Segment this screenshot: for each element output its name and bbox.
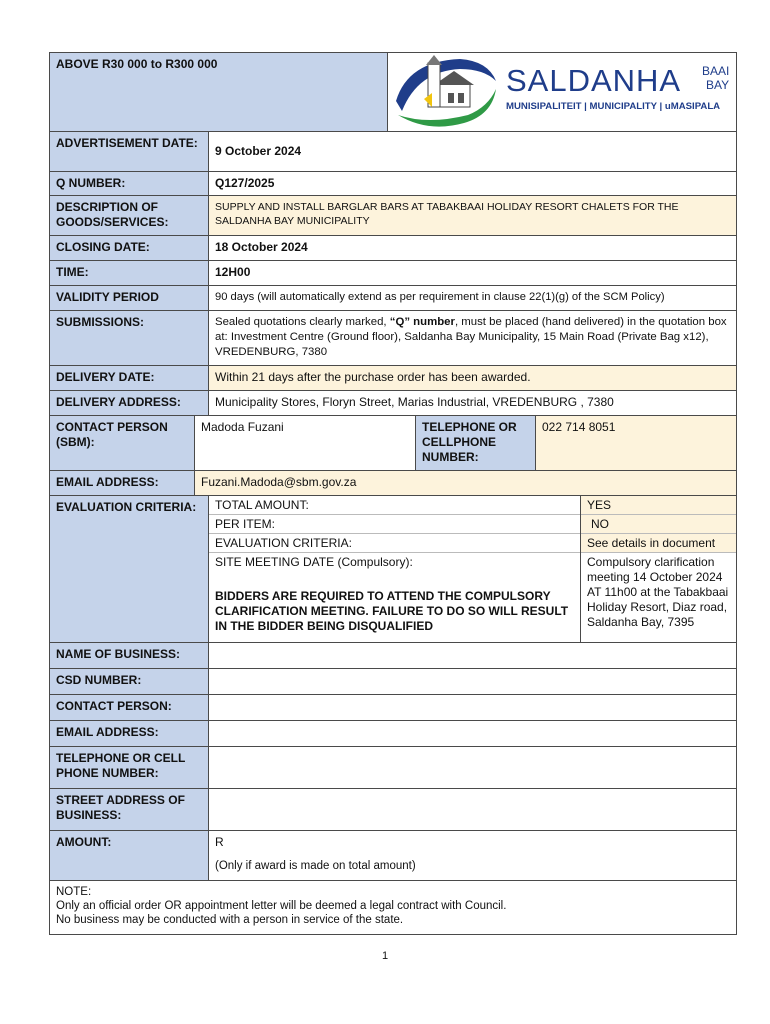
delivery-date-value: Within 21 days after the purchase order has been awarded. bbox=[209, 366, 736, 390]
delivery-date-label: DELIVERY DATE: bbox=[50, 366, 209, 390]
validity-label: VALIDITY PERIOD bbox=[50, 286, 209, 310]
eval-item-criteria: EVALUATION CRITERIA: bbox=[209, 534, 580, 553]
row-submissions bbox=[49, 311, 737, 366]
row-validity bbox=[49, 286, 737, 311]
evaluation-left bbox=[209, 496, 581, 642]
name-of-business-label: NAME OF BUSINESS: bbox=[50, 643, 209, 668]
row-advertisement-date bbox=[49, 132, 737, 172]
row-telephone-business bbox=[49, 747, 737, 789]
amount-note: (Only if award is made on total amount) bbox=[215, 860, 416, 872]
row-contact-person-business bbox=[49, 695, 737, 721]
logo-name: SALDANHA bbox=[506, 63, 682, 98]
submissions-text-pre: Sealed quotations clearly marked, bbox=[215, 316, 390, 328]
municipality-logo bbox=[388, 53, 736, 131]
saldanha-logo-icon bbox=[388, 53, 736, 133]
quotation-form bbox=[49, 52, 737, 935]
row-name-of-business bbox=[49, 643, 737, 669]
row-q-number bbox=[49, 172, 737, 196]
eval-item-site-meeting: SITE MEETING DATE (Compulsory): bbox=[215, 555, 413, 569]
submissions-label: SUBMISSIONS: bbox=[50, 311, 209, 365]
submissions-value bbox=[209, 311, 736, 365]
q-number-value: Q127/2025 bbox=[215, 176, 275, 190]
time-label: TIME: bbox=[50, 261, 209, 285]
email-value: Fuzani.Madoda@sbm.gov.za bbox=[195, 471, 736, 495]
business-email-label: EMAIL ADDRESS: bbox=[50, 721, 209, 746]
submissions-text-bold: “Q” number bbox=[389, 316, 455, 328]
row-street-address bbox=[49, 789, 737, 831]
business-contact-person-field[interactable] bbox=[209, 695, 736, 720]
business-email-field[interactable] bbox=[209, 721, 736, 746]
description-value: SUPPLY AND INSTALL BARGLAR BARS AT TABAKBAAI HOLIDAY RESORT CHALETS FOR THE SALDANHA BAY MUNICIPALITY bbox=[209, 196, 736, 235]
csd-number-label: CSD NUMBER: bbox=[50, 669, 209, 694]
note-title: NOTE: bbox=[56, 886, 92, 898]
eval-warning: BIDDERS ARE REQUIRED TO ATTEND THE COMPULSORY CLARIFICATION MEETING. FAILURE TO DO SO WILL RESULT IN THE BIDDER BEING DISQUALIFIED bbox=[215, 589, 569, 633]
row-delivery-date bbox=[49, 366, 737, 391]
note-line-2: No business may be conducted with a person in service of the state. bbox=[56, 914, 404, 926]
amount-currency: R bbox=[215, 835, 224, 849]
telephone-value: 022 714 8051 bbox=[536, 416, 736, 470]
row-time bbox=[49, 261, 737, 286]
street-address-label: STREET ADDRESS OF BUSINESS: bbox=[50, 789, 209, 830]
row-evaluation bbox=[49, 496, 737, 643]
note-line-1: Only an official order OR appointment letter will be deemed a legal contract with Council. bbox=[56, 900, 507, 912]
note-box bbox=[49, 881, 737, 935]
row-email-address-business bbox=[49, 721, 737, 747]
eval-item-total: TOTAL AMOUNT: bbox=[209, 496, 580, 515]
contact-person-label: CONTACT PERSON (SBM): bbox=[50, 416, 195, 470]
business-telephone-field[interactable] bbox=[209, 747, 736, 788]
row-email bbox=[49, 471, 737, 496]
time-value: 12H00 bbox=[215, 265, 251, 279]
telephone-label: TELEPHONE OR CELLPHONE NUMBER: bbox=[416, 416, 536, 470]
eval-item-per-item: PER ITEM: bbox=[209, 515, 580, 534]
logo-tagline: MUNISIPALITEIT | MUNICIPALITY | uMASIPALA bbox=[506, 101, 721, 112]
delivery-address-value: Municipality Stores, Floryn Street, Marias Industrial, VREDENBURG , 7380 bbox=[215, 395, 614, 409]
row-description bbox=[49, 196, 737, 236]
advertisement-date-value: 9 October 2024 bbox=[215, 144, 302, 158]
business-telephone-label: TELEPHONE OR CELL PHONE NUMBER: bbox=[50, 747, 209, 788]
description-label: DESCRIPTION OF GOODS/SERVICES: bbox=[50, 196, 209, 235]
street-address-field[interactable] bbox=[209, 789, 736, 830]
name-of-business-field[interactable] bbox=[209, 643, 736, 668]
eval-value-criteria: See details in document bbox=[581, 534, 736, 553]
delivery-address-label: DELIVERY ADDRESS: bbox=[50, 391, 209, 415]
validity-value: 90 days (will automatically extend as per requirement in clause 22(1)(g) of the SCM Policy) bbox=[215, 291, 665, 303]
evaluation-content bbox=[209, 496, 736, 642]
email-label: EMAIL ADDRESS: bbox=[50, 471, 195, 495]
amount-field[interactable] bbox=[209, 831, 736, 880]
q-number-label: Q NUMBER: bbox=[50, 172, 209, 195]
row-csd-number bbox=[49, 669, 737, 695]
row-delivery-address bbox=[49, 391, 737, 416]
evaluation-label: EVALUATION CRITERIA: bbox=[50, 496, 209, 642]
eval-value-per-item: NO bbox=[581, 515, 736, 534]
evaluation-right bbox=[581, 496, 736, 642]
row-closing-date bbox=[49, 236, 737, 261]
form-header bbox=[49, 52, 737, 132]
price-band: ABOVE R30 000 to R300 000 bbox=[50, 53, 388, 131]
eval-value-total: YES bbox=[581, 496, 736, 515]
submissions-text-post: , must be placed (hand delivered) in the quotation box at: Investment Centre (Ground floor), Saldanha Bay Municipality, 15 Main Road (Private Bag x12), VREDENBURG, 7380 bbox=[215, 316, 727, 358]
contact-person-name: Madoda Fuzani bbox=[195, 416, 416, 470]
closing-date-value: 18 October 2024 bbox=[215, 240, 308, 254]
business-contact-person-label: CONTACT PERSON: bbox=[50, 695, 209, 720]
logo-suffix-1: BAAI bbox=[702, 64, 730, 78]
row-amount bbox=[49, 831, 737, 881]
csd-number-field[interactable] bbox=[209, 669, 736, 694]
logo-suffix-2: BAY bbox=[706, 78, 730, 92]
amount-label: AMOUNT: bbox=[50, 831, 209, 880]
closing-date-label: CLOSING DATE: bbox=[50, 236, 209, 260]
page-number: 1 bbox=[381, 950, 389, 962]
row-contact-person bbox=[49, 416, 737, 471]
advertisement-date-label: ADVERTISEMENT DATE: bbox=[50, 132, 209, 171]
eval-value-site-meeting: Compulsory clarification meeting 14 October 2024 AT 11h00 at the Tabakbaai Holiday Resort, Diaz road, Saldanha Bay, 7395 bbox=[587, 555, 729, 629]
